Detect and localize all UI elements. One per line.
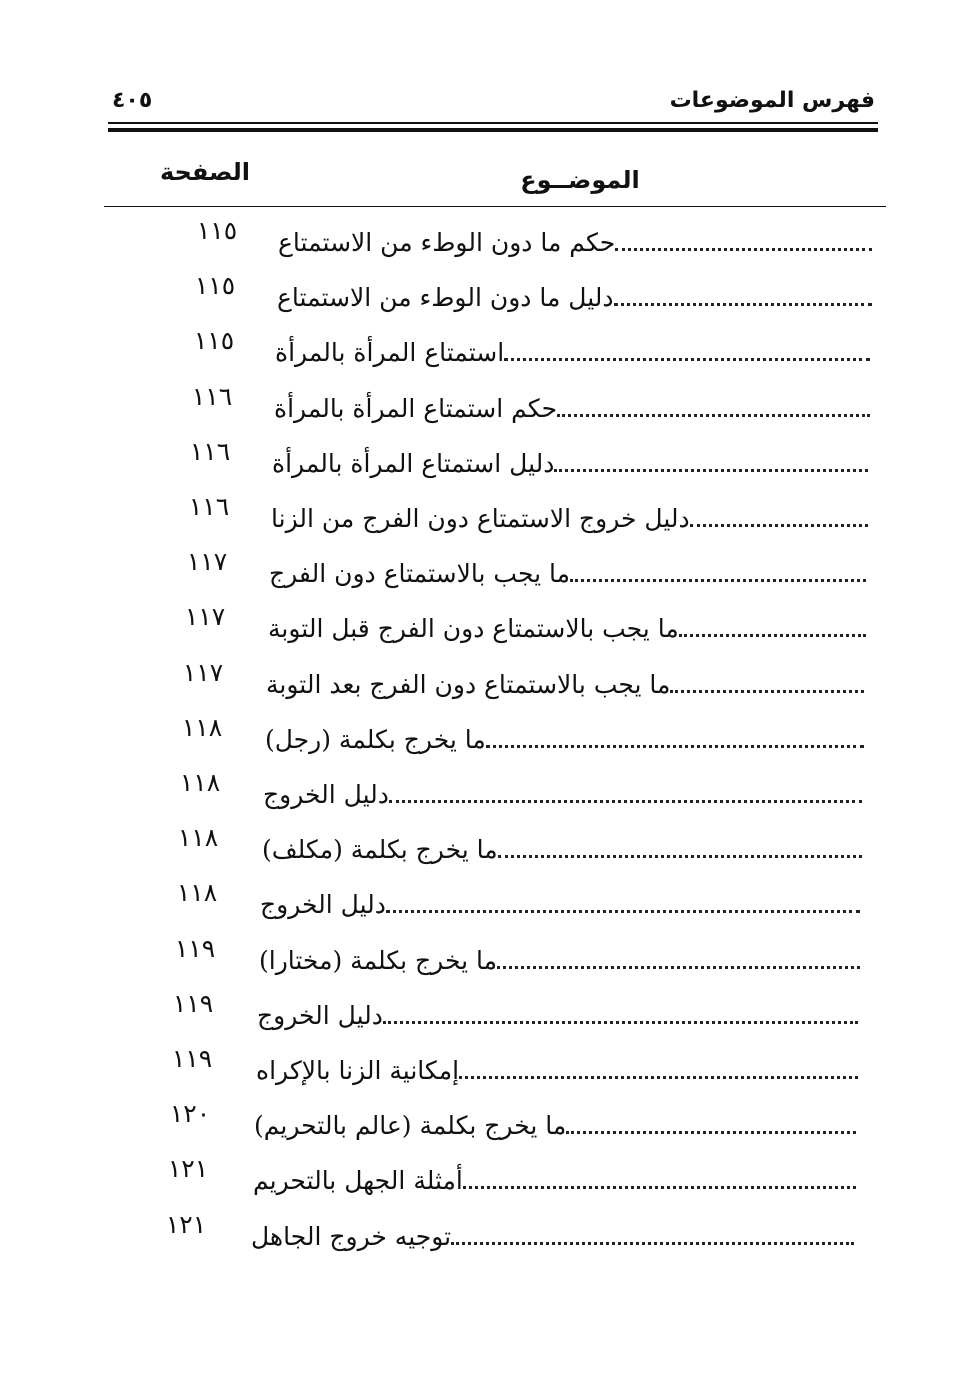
toc-entry-page: ١١٦ [189,437,231,466]
toc-entry-title: ما يخرج بكلمة (رجل) [265,725,486,754]
dot-leader [486,745,864,748]
toc-entry-page: ١١٩ [174,934,216,963]
toc-entry-title: ما يخرج بكلمة (مختارا) [259,946,497,975]
toc-entry-title: دليل الخروج [257,1001,383,1030]
dot-leader [463,1186,856,1189]
toc-entry-page: ١١٩ [172,989,214,1018]
toc-entry-title: ما يخرج بكلمة (عالم بالتحريم) [254,1111,567,1140]
toc-entry [0,936,957,976]
toc-entry-title: إمكانية الزنا بالإكراه [256,1056,460,1085]
page-number: ٤٠٥ [112,88,153,113]
dot-leader [670,690,864,693]
toc-entry-page: ١١٨ [179,768,221,797]
toc-entry-page: ١١٥ [194,271,236,300]
toc-entry-title: استمتاع المرأة بالمرأة [275,338,505,367]
toc-entry [0,660,957,700]
toc-entry [0,328,957,368]
dot-leader [690,524,868,527]
toc-entry [0,1101,957,1141]
toc-entry [0,604,957,644]
toc-entry-title: ما يجب بالاستمتاع دون الفرج بعد التوبة [266,670,671,699]
toc-entry-title: دليل استمتاع المرأة بالمرأة [272,449,555,478]
toc-entry [0,439,957,479]
toc-entry-title: حكم ما دون الوطء من الاستمتاع [278,228,616,257]
toc-entry-page: ١٢١ [167,1154,209,1183]
column-header-page: الصفحة [159,158,250,186]
dot-leader [498,855,862,858]
dot-leader [459,1076,858,1079]
dot-leader [451,1242,854,1245]
toc-entry-title: حكم استمتاع المرأة بالمرأة [274,394,558,423]
toc-entry-title: دليل خروج الاستمتاع دون الفرج من الزنا [271,504,690,533]
toc-entry [0,384,957,424]
toc-entry [0,494,957,534]
dot-leader [386,910,860,913]
toc-entry [0,218,957,258]
toc-entry-title: دليل ما دون الوطء من الاستمتاع [277,283,614,312]
toc-entry [0,880,957,920]
dot-leader [554,469,868,472]
dot-leader [383,1021,858,1024]
toc-entry-page: ١١٧ [184,602,226,631]
dot-leader [679,634,866,637]
toc-entry-title: ما يجب بالاستمتاع دون الفرج [269,559,571,588]
toc-entry [0,1212,957,1252]
dot-leader [504,358,870,361]
toc-entry-page: ١١٩ [171,1044,213,1073]
toc-entry [0,770,957,810]
toc-entry [0,273,957,313]
dot-leader [557,414,870,417]
toc-entry-page: ١١٧ [182,658,224,687]
toc-entry-page: ١١٨ [177,823,219,852]
dot-leader [615,248,872,251]
toc-entry [0,825,957,865]
toc-entry [0,991,957,1031]
toc-entry-page: ١١٨ [181,713,223,742]
dot-leader [497,966,860,969]
toc-entry-title: ما يجب بالاستمتاع دون الفرج قبل التوبة [268,614,679,643]
toc-entry-page: ١١٥ [193,326,235,355]
dot-leader [570,579,866,582]
toc-entry-page: ١١٦ [188,492,230,521]
toc-entry-title: دليل الخروج [260,890,386,919]
running-title: فهرس الموضوعات [669,88,875,113]
dot-leader [566,1131,856,1134]
dot-leader [389,800,862,803]
toc-entry-page: ١٢٠ [169,1099,211,1128]
toc-entry [0,549,957,589]
toc-entry-page: ١١٧ [186,547,228,576]
toc-entry-page: ١١٥ [196,216,238,245]
toc-entry [0,715,957,755]
toc-entry-title: ما يخرج بكلمة (مكلف) [262,835,498,864]
toc-entry-page: ١٢١ [165,1210,207,1239]
toc-entry-page: ١١٨ [176,878,218,907]
dot-leader [614,303,872,306]
toc-entry [0,1156,957,1196]
column-header-subject: الموضــوع [520,166,640,194]
toc-entry-page: ١١٦ [191,382,233,411]
toc-entry-title: توجيه خروج الجاهل [251,1222,452,1251]
toc-entry-title: دليل الخروج [263,780,389,809]
toc-entry-title: أمثلة الجهل بالتحريم [253,1166,463,1195]
toc-entry [0,1046,957,1086]
